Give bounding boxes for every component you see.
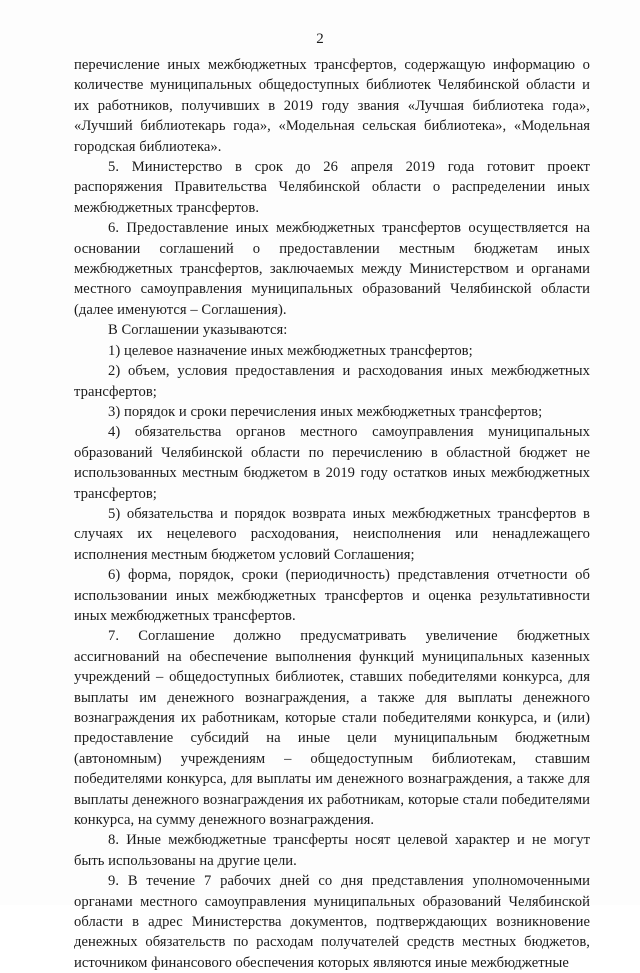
paragraph-item-9: 9. В течение 7 рабочих дней со дня представления уполномоченными органами местного самоуправления муниципальных образований Челябинской области в адрес Министерства документов, подтверждающих возникновение денежных обязательств по расходам получателей средств местных бюджетов, источником финансового обеспечения которых являются иные межбюджетные [74, 873, 590, 971]
list-item-2: 2) объем, условия предоставления и расходования иных межбюджетных трансфертов; [74, 363, 590, 400]
paragraph-item-5: 5. Министерство в срок до 26 апреля 2019 года готовит проект распоряжения Правительства Челябинской области о распределении иных межбюджетных трансфертов. [74, 159, 590, 216]
paragraph-item-8: 8. Иные межбюджетные трансферты носят целевой характер и не могут быть использованы на другие цели. [74, 832, 590, 869]
paragraph-agreement-intro: В Соглашении указываются: [108, 322, 288, 339]
list-item-4: 4) обязательства органов местного самоуправления муниципальных образований Челябинской области по перечислению в областной бюджет не использованных местным бюджетом в 2019 году остатков иных межбюджетных трансфертов; [74, 424, 590, 502]
paragraph-continuation: перечисление иных межбюджетных трансфертов, содержащую информацию о количестве муниципальных общедоступных библиотек Челябинской области и их работников, получивших в 2019 году звания «Лучшая библиотека года», «Лучший библиотекарь года», «Модельная сельская библиотека», «Модельная городская библиотека». [74, 57, 590, 155]
paragraph-item-6: 6. Предоставление иных межбюджетных трансфертов осуществляется на основании соглашений о предоставлении местным бюджетам иных межбюджетных трансфертов, заключаемых между Министерством и органами местного самоуправления муниципальных образований Челябинской области (далее именуются – Соглашения). [74, 220, 590, 318]
paragraph-item-7: 7. Соглашение должно предусматривать увеличение бюджетных ассигнований на обеспечение выполнения функций муниципальных казенных учреждений – общедоступных библиотек, ставших победителями конкурса, для выплаты им денежного вознаграждения, а также для выплаты денежного вознаграждения их работникам, которые стали победителями конкурса, и (или) предоставление субсидий на иные цели муниципальным бюджетным (автономным) учреждениям – общедоступным библиотекам, ставшим победителями конкурса, для выплаты им денежного вознаграждения, а также для выплаты денежного вознаграждения их работникам, которые стали победителями конкурса, на сумму денежного вознаграждения. [74, 628, 590, 829]
page-number: 2 [316, 31, 324, 47]
document-body [74, 55, 590, 973]
list-item-5: 5) обязательства и порядок возврата иных межбюджетных трансфертов в случаях их нецелевого расходования, неисполнения или ненадлежащего исполнения местным бюджетом условий Соглашения; [74, 505, 590, 563]
list-item-3: 3) порядок и сроки перечисления иных межбюджетных трансфертов; [108, 403, 543, 420]
list-item-1: 1) целевое назначение иных межбюджетных трансфертов; [108, 342, 473, 359]
list-item-6: 6) форма, порядок, сроки (периодичность) представления отчетности об использовании иных межбюджетных трансфертов и оценка результативности иных межбюджетных трансфертов. [74, 567, 590, 624]
